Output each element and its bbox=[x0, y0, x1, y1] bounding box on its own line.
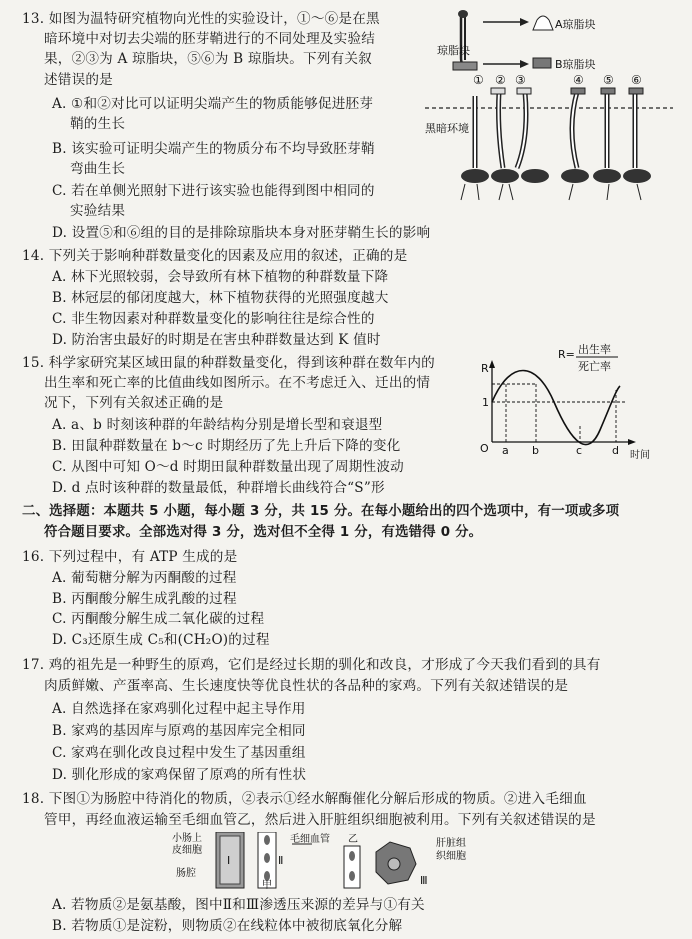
q18-label-jia: 甲 bbox=[262, 880, 272, 890]
q13-num-2: ② bbox=[495, 73, 506, 87]
q13-label-qiongzhikuai: 琼脂块 bbox=[437, 44, 470, 57]
q18-label-lumen: 肠腔 bbox=[176, 868, 196, 879]
q13-stem-line-1: 13. 如图为温特研究植物向光性的实验设计，①～⑥是在黑 bbox=[22, 11, 380, 27]
q14-option-a: A. 林下光照较弱，会导致所有林下植物的种群数量下降 bbox=[52, 269, 389, 285]
q18-label-liver-2: 织细胞 bbox=[436, 851, 466, 862]
q17-stem-line-1: 17. 鸡的祖先是一种野生的原鸡，它们是经过长期的驯化和改良，才形成了今天我们看到的具有 bbox=[22, 657, 601, 673]
q18-label-capillary: 毛细血管 bbox=[290, 834, 330, 845]
q13-num-1: ① bbox=[473, 73, 484, 87]
q15-xlabel: 时间 bbox=[630, 450, 650, 461]
q18-label-liver: 肝脏组 bbox=[436, 838, 466, 849]
q15-y-tick-1: 1 bbox=[482, 396, 489, 409]
q18-label-cell-2: 皮细胞 bbox=[172, 845, 202, 856]
q15-formula-left: R= bbox=[558, 348, 575, 361]
q13-label-block-a: A琼脂块 bbox=[555, 18, 596, 31]
q13-coleoptile-figure bbox=[425, 8, 675, 208]
q15-x-tick-d: d bbox=[612, 444, 619, 457]
q15-origin: O bbox=[480, 442, 489, 455]
q15-x-arrow bbox=[628, 439, 636, 445]
q15-option-d: D. d 点时该种群的数量最低，种群增长曲线符合“S”形 bbox=[52, 480, 385, 496]
q15-ratio-curve bbox=[492, 371, 620, 445]
q13-option-b-cont: 弯曲生长 bbox=[70, 161, 126, 177]
q13-num-6: ⑥ bbox=[631, 73, 642, 87]
q13-stem-line-2: 暗环境中对切去尖端的胚芽鞘进行的不同处理及实验结 bbox=[44, 31, 376, 47]
q15-option-c: C. 从图中可知 O～d 时期田鼠种群数量出现了周期性波动 bbox=[52, 459, 404, 475]
q13-num-4: ④ bbox=[573, 73, 584, 87]
q13-option-a: A. ①和②对比可以证明尖端产生的物质能够促进胚芽 bbox=[52, 96, 374, 112]
q18-absorption-figure bbox=[172, 832, 512, 890]
q18-roman-2: Ⅱ bbox=[278, 854, 284, 867]
q15-formula-den: 死亡率 bbox=[578, 360, 611, 373]
q14-option-c: C. 非生物因素对种群数量变化的影响往往是综合性的 bbox=[52, 311, 375, 327]
q17-option-a: A. 自然选择在家鸡驯化过程中起主导作用 bbox=[52, 701, 306, 717]
q16-option-c: C. 丙酮酸分解生成二氧化碳的过程 bbox=[52, 611, 265, 627]
q15-stem-line-3: 况下，下列有关叙述正确的是 bbox=[44, 395, 224, 411]
q15-option-b: B. 田鼠种群数量在 b～c 时期经历了先上升后下降的变化 bbox=[52, 438, 401, 454]
q18-stem-line-1: 18. 下图①为肠腔中待消化的物质，②表示①经水解酶催化分解后形成的物质。②进入毛细血 bbox=[22, 791, 587, 807]
q17-option-d: D. 驯化形成的家鸡保留了原鸡的所有性状 bbox=[52, 767, 307, 783]
q16-stem: 16. 下列过程中，有 ATP 生成的是 bbox=[22, 549, 238, 565]
q17-stem-line-2: 肉质鲜嫩、产蛋率高、生长速度快等优良性状的各品种的家鸡。下列有关叙述错误的是 bbox=[44, 678, 569, 694]
q15-stem-line-1: 15. 科学家研究某区域田鼠的种群数量变化，得到该种群在数年内的 bbox=[22, 355, 435, 371]
q15-x-tick-c: c bbox=[576, 444, 583, 457]
q15-ylabel: R bbox=[481, 362, 489, 375]
q13-num-5: ⑤ bbox=[603, 73, 614, 87]
q13-option-a-cont: 鞘的生长 bbox=[70, 116, 126, 132]
q18-roman-1: Ⅰ bbox=[227, 854, 231, 867]
q16-option-b: B. 丙酮酸分解生成乳酸的过程 bbox=[52, 591, 237, 607]
q13-stem-line-4: 述错误的是 bbox=[44, 72, 113, 88]
q13-option-b: B. 该实验可证明尖端产生的物质分布不均导致胚芽鞘 bbox=[52, 141, 375, 157]
q13-num-3: ③ bbox=[515, 73, 526, 87]
q14-stem: 14. 下列关于影响种群数量变化的因素及应用的叙述，正确的是 bbox=[22, 248, 408, 264]
q18-label-cell: 小肠上 bbox=[172, 833, 202, 844]
q15-option-a: A. a、b 时刻该种群的年龄结构分别是增长型和衰退型 bbox=[52, 417, 383, 433]
section2-heading-line-1: 二、选择题：本题共 5 小题，每小题 3 分，共 15 分。在每小题给出的四个选项中，有一项或多项 bbox=[22, 504, 620, 519]
q18-option-b: B. 若物质①是淀粉，则物质②在线粒体中被彻底氧化分解 bbox=[52, 918, 403, 934]
q15-y-arrow bbox=[489, 360, 495, 368]
q15-formula-num: 出生率 bbox=[578, 343, 611, 356]
q14-option-b: B. 林冠层的郁闭度越大，林下植物获得的光照强度越大 bbox=[52, 290, 389, 306]
q18-label-yi: 乙 bbox=[348, 834, 358, 845]
q18-stem-line-2: 管甲，再经血液运输至毛细血管乙，然后进入肝脏组织细胞被利用。下列有关叙述错误的是 bbox=[44, 812, 596, 828]
q18-option-a: A. 若物质②是氨基酸，图中Ⅱ和Ⅲ渗透压来源的差异与①有关 bbox=[52, 897, 425, 913]
q13-label-dark: 黑暗环境 bbox=[425, 122, 469, 135]
q16-option-a: A. 葡萄糖分解为丙酮酸的过程 bbox=[52, 570, 237, 586]
section2-heading-line-2: 符合题目要求。全部选对得 3 分，选对但不全得 1 分，有选错得 0 分。 bbox=[44, 525, 483, 540]
q15-x-tick-a: a bbox=[502, 444, 509, 457]
q14-option-d: D. 防治害虫最好的时期是在害虫种群数量达到 K 值时 bbox=[52, 332, 381, 348]
q15-x-tick-b: b bbox=[532, 444, 539, 457]
q15-stem-line-2: 出生率和死亡率的比值曲线如图所示。在不考虑迁入、迁出的情 bbox=[44, 375, 431, 391]
q15-ratio-chart bbox=[470, 340, 682, 470]
q13-stem-line-3: 果，②③为 A 琼脂块，⑤⑥为 B 琼脂块。下列有关叙 bbox=[44, 51, 372, 67]
q13-label-block-b: B琼脂块 bbox=[555, 58, 596, 71]
q17-option-c: C. 家鸡在驯化改良过程中发生了基因重组 bbox=[52, 745, 306, 761]
q18-roman-3: Ⅲ bbox=[420, 874, 428, 887]
q16-option-d: D. C₃还原生成 C₅和(CH₂O)的过程 bbox=[52, 632, 270, 648]
q13-option-d: D. 设置⑤和⑥组的目的是排除琼脂块本身对胚芽鞘生长的影响 bbox=[52, 225, 431, 241]
q17-option-b: B. 家鸡的基因库与原鸡的基因库完全相同 bbox=[52, 723, 306, 739]
q13-option-c: C. 若在单侧光照射下进行该实验也能得到图中相同的 bbox=[52, 183, 375, 199]
q13-option-c-cont: 实验结果 bbox=[70, 203, 126, 219]
